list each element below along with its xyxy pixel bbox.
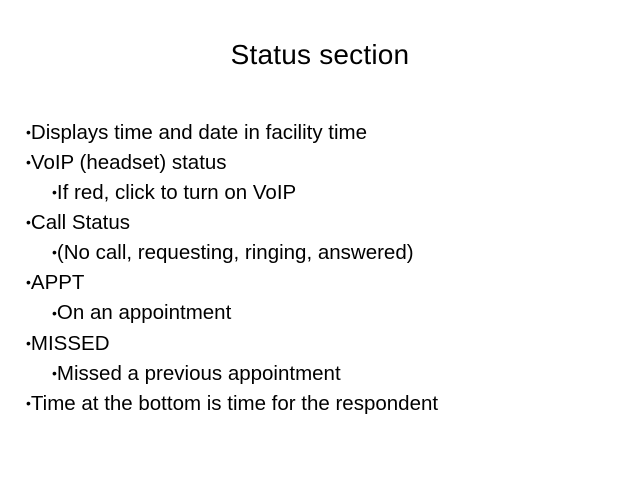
list-item-label: Displays time and date in facility time (30, 121, 368, 144)
list-item (26, 148, 616, 178)
page-title: Status section (230, 39, 410, 70)
list-item-label: VoIP (headset) status (30, 151, 227, 175)
list-item-label: On an appointment (56, 301, 232, 325)
list-item (26, 329, 616, 359)
list-item (26, 238, 616, 268)
list-item (26, 118, 616, 148)
list-item (26, 389, 616, 419)
list-item-label: If red, click to turn on VoIP (56, 181, 297, 205)
list-item (26, 178, 616, 208)
list-item-label: Call Status (30, 211, 131, 235)
list-item (26, 268, 616, 298)
bullet-list (26, 118, 616, 419)
list-item-label: (No call, requesting, ringing, answered) (56, 241, 414, 265)
list-item-label: Time at the bottom is time for the respondent (30, 391, 439, 415)
list-item (26, 298, 616, 328)
list-item-label: MISSED (30, 331, 110, 355)
list-item-label: Missed a previous appointment (56, 361, 341, 385)
list-item (26, 359, 616, 389)
list-item (26, 208, 616, 238)
list-item-label: APPT (30, 271, 85, 295)
